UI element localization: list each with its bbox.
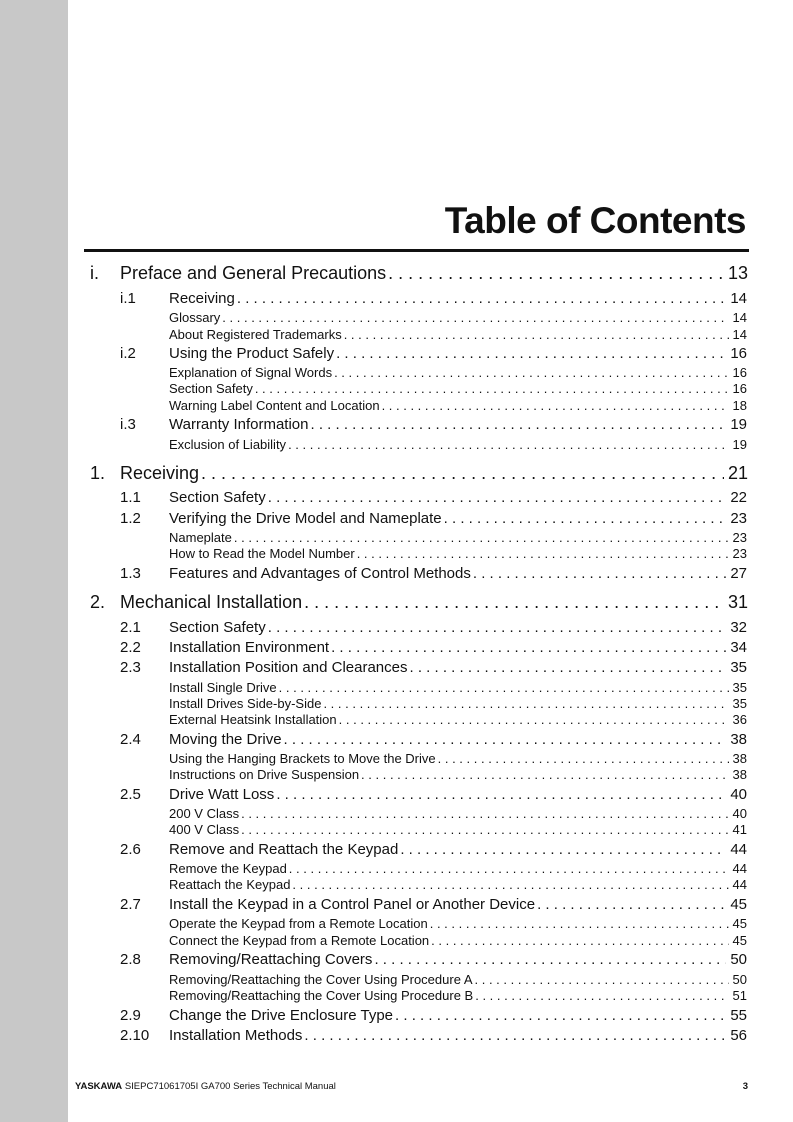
dot-leader xyxy=(284,731,727,748)
toc-entry-level-3[interactable] xyxy=(169,310,747,325)
toc-entry-page: 44 xyxy=(730,841,747,858)
toc-entry-label: Warning Label Content and Location xyxy=(169,398,380,413)
footer-doc-title: SIEPC71061705I GA700 Series Technical Manual xyxy=(124,1081,336,1092)
dot-leader xyxy=(430,916,729,931)
dot-leader xyxy=(234,530,729,545)
dot-leader xyxy=(276,786,726,803)
toc-entry-page: 38 xyxy=(732,767,747,782)
toc-entry-level-3[interactable] xyxy=(169,861,747,876)
toc-entry-page: 44 xyxy=(732,877,747,892)
toc-entry-label: 400 V Class xyxy=(169,822,240,837)
toc-entry-number: 2. xyxy=(90,592,106,612)
dot-leader xyxy=(382,398,729,413)
toc-entry-page: 23 xyxy=(732,546,747,561)
toc-entry-page: 55 xyxy=(730,1007,747,1024)
toc-entry-level-2[interactable] xyxy=(169,619,747,636)
dot-leader xyxy=(292,877,728,892)
toc-entry-level-2[interactable] xyxy=(169,290,747,307)
toc-entry-level-3[interactable] xyxy=(169,712,747,727)
toc-entry-number: 2.6 xyxy=(120,841,141,858)
dot-leader xyxy=(288,437,728,452)
toc-entry-level-2[interactable] xyxy=(169,345,747,362)
toc-entry-label: Section Safety xyxy=(169,489,266,506)
toc-entry-number: 2.2 xyxy=(120,639,141,656)
toc-entry-level-3[interactable] xyxy=(169,365,747,380)
toc-entry-page: 14 xyxy=(730,290,747,307)
toc-entry-label: Install Drives Side-by-Side xyxy=(169,696,322,711)
toc-entry-page: 13 xyxy=(727,263,748,283)
toc-entry-level-2[interactable] xyxy=(169,565,747,582)
toc-entry-page: 23 xyxy=(730,510,747,527)
toc-entry-page: 32 xyxy=(730,619,747,636)
toc-entry-label: Reattach the Keypad xyxy=(169,877,291,892)
dot-leader xyxy=(339,712,729,727)
toc-entry-page: 27 xyxy=(730,565,747,582)
dot-leader xyxy=(311,416,727,433)
toc-entry-label: Drive Watt Loss xyxy=(169,786,275,803)
toc-entry-page: 36 xyxy=(732,712,747,727)
toc-entry-label: Exclusion of Liability xyxy=(169,437,287,452)
toc-entry-page: 16 xyxy=(732,381,747,396)
dot-leader xyxy=(361,767,728,782)
toc-entry-number: i.1 xyxy=(120,290,136,307)
toc-entry-number: 1.3 xyxy=(120,565,141,582)
dot-leader xyxy=(431,933,728,948)
toc-entry-level-2[interactable] xyxy=(169,416,747,433)
dot-leader xyxy=(334,365,728,380)
toc-entry-label: Using the Hanging Brackets to Move the Drive xyxy=(169,751,436,766)
toc-entry-label: Section Safety xyxy=(169,619,266,636)
dot-leader xyxy=(400,841,726,858)
toc-entry-level-2[interactable] xyxy=(169,951,747,968)
toc-entry-label: External Heatsink Installation xyxy=(169,712,337,727)
toc-entry-number: 2.1 xyxy=(120,619,141,636)
toc-entry-page: 14 xyxy=(732,327,747,342)
toc-entry-label: Install the Keypad in a Control Panel or Another Device xyxy=(169,896,536,913)
footer-brand: YASKAWA xyxy=(75,1081,123,1092)
dot-leader xyxy=(357,546,729,561)
toc-entry-label: Instructions on Drive Suspension xyxy=(169,767,360,782)
toc-entry-page: 19 xyxy=(732,437,747,452)
dot-leader xyxy=(289,861,729,876)
toc-entry-label: Install Single Drive xyxy=(169,680,277,695)
dot-leader xyxy=(323,696,728,711)
toc-entry-page: 19 xyxy=(730,416,747,433)
dot-leader xyxy=(388,263,724,284)
toc-entry-page: 41 xyxy=(732,822,747,837)
toc-entry-label: Removing/Reattaching Covers xyxy=(169,951,373,968)
toc-entry-level-3[interactable] xyxy=(169,381,747,396)
toc-entry-page: 45 xyxy=(732,933,747,948)
toc-entry-level-2[interactable] xyxy=(169,786,747,803)
toc-entry-label: Installation Environment xyxy=(169,639,330,656)
toc-entry-number: i. xyxy=(90,263,99,283)
dot-leader xyxy=(475,972,729,987)
dot-leader xyxy=(268,489,727,506)
toc-entry-level-3[interactable] xyxy=(169,972,747,987)
toc-entry-label: Mechanical Installation xyxy=(120,592,303,612)
toc-entry-label: About Registered Trademarks xyxy=(169,327,342,342)
dot-leader xyxy=(444,510,727,527)
toc-entry-level-2[interactable] xyxy=(169,489,747,506)
toc-entry-level-3[interactable] xyxy=(169,680,747,695)
dot-leader xyxy=(222,310,728,325)
toc-entry-page: 44 xyxy=(732,861,747,876)
dot-leader xyxy=(331,639,726,656)
footer-page-number: 3 xyxy=(742,1081,748,1092)
toc-entry-label: Operate the Keypad from a Remote Location xyxy=(169,916,428,931)
dot-leader xyxy=(344,327,729,342)
dot-leader xyxy=(241,806,728,821)
toc-entry-number: 1. xyxy=(90,463,106,483)
toc-entry-level-3[interactable] xyxy=(169,546,747,561)
toc-entry-label: Connect the Keypad from a Remote Location xyxy=(169,933,430,948)
title-rule xyxy=(84,249,749,252)
toc-entry-number: 1.2 xyxy=(120,510,141,527)
toc-entry-page: 40 xyxy=(732,806,747,821)
toc-entry-level-3[interactable] xyxy=(169,767,747,782)
toc-entry-label: Warranty Information xyxy=(169,416,309,433)
toc-entry-label: Glossary xyxy=(169,310,221,325)
toc-entry-level-3[interactable] xyxy=(169,751,747,766)
dot-leader xyxy=(537,896,726,913)
dot-leader xyxy=(241,822,728,837)
toc-entry-number: 2.10 xyxy=(120,1027,150,1044)
toc-entry-level-2[interactable] xyxy=(169,731,747,748)
dot-leader xyxy=(255,381,729,396)
footer-document-info xyxy=(75,1081,336,1092)
toc-entry-level-1[interactable] xyxy=(120,263,748,284)
toc-entry-label: Features and Advantages of Control Methods xyxy=(169,565,471,582)
toc-entry-label: Installation Position and Clearances xyxy=(169,659,408,676)
toc-entry-level-3[interactable] xyxy=(169,437,747,452)
toc-entry-page: 16 xyxy=(730,345,747,362)
toc-entry-page: 51 xyxy=(732,988,747,1003)
toc-entry-level-2[interactable] xyxy=(169,659,747,676)
toc-entry-level-3[interactable] xyxy=(169,822,747,837)
toc-entry-page: 50 xyxy=(730,951,747,968)
toc-entry-label: Remove the Keypad xyxy=(169,861,287,876)
toc-entry-page: 35 xyxy=(732,696,747,711)
toc-entry-label: Receiving xyxy=(120,463,200,483)
toc-entry-level-2[interactable] xyxy=(169,1027,747,1044)
toc-entry-level-3[interactable] xyxy=(169,916,747,931)
toc-entry-page: 35 xyxy=(730,659,747,676)
dot-leader xyxy=(475,988,728,1003)
toc-entry-page: 40 xyxy=(730,786,747,803)
toc-entry-label: How to Read the Model Number xyxy=(169,546,355,561)
toc-entry-number: 2.9 xyxy=(120,1007,141,1024)
toc-entry-level-1[interactable] xyxy=(120,592,748,613)
toc-entry-label: Change the Drive Enclosure Type xyxy=(169,1007,394,1024)
toc-entry-page: 56 xyxy=(730,1027,747,1044)
toc-entry-page: 45 xyxy=(732,916,747,931)
toc-entry-page: 23 xyxy=(732,530,747,545)
toc-entry-number: 2.4 xyxy=(120,731,141,748)
toc-entry-level-2[interactable] xyxy=(169,639,747,656)
dot-leader xyxy=(304,592,724,613)
toc-entry-level-2[interactable] xyxy=(169,1007,747,1024)
toc-entry-number: 2.3 xyxy=(120,659,141,676)
toc-entry-level-3[interactable] xyxy=(169,530,747,545)
toc-entry-number: i.3 xyxy=(120,416,136,433)
toc-entry-label: Removing/Reattaching the Cover Using Procedure B xyxy=(169,988,474,1003)
toc-entry-label: Using the Product Safely xyxy=(169,345,335,362)
toc-entry-label: 200 V Class xyxy=(169,806,240,821)
dot-leader xyxy=(279,680,729,695)
toc-entry-label: Installation Methods xyxy=(169,1027,303,1044)
toc-entry-page: 14 xyxy=(732,310,747,325)
dot-leader xyxy=(237,290,726,307)
toc-entry-level-3[interactable] xyxy=(169,988,747,1003)
toc-entry-page: 45 xyxy=(730,896,747,913)
toc-entry-number: 2.5 xyxy=(120,786,141,803)
toc-entry-page: 22 xyxy=(730,489,747,506)
toc-entry-number: 1.1 xyxy=(120,489,141,506)
dot-leader xyxy=(374,951,726,968)
toc-entry-label: Preface and General Precautions xyxy=(120,263,387,283)
page-margin-bar xyxy=(0,0,68,1122)
toc-entry-level-3[interactable] xyxy=(169,327,747,342)
toc-entry-label: Remove and Reattach the Keypad xyxy=(169,841,399,858)
toc-entry-label: Nameplate xyxy=(169,530,232,545)
dot-leader xyxy=(395,1007,726,1024)
toc-entry-level-3[interactable] xyxy=(169,806,747,821)
page-footer xyxy=(75,1081,748,1092)
toc-entry-number: i.2 xyxy=(120,345,136,362)
toc-entry-page: 18 xyxy=(732,398,747,413)
toc-entry-page: 38 xyxy=(730,731,747,748)
toc-entry-level-3[interactable] xyxy=(169,398,747,413)
toc-entry-level-2[interactable] xyxy=(169,841,747,858)
toc-entry-level-2[interactable] xyxy=(169,896,747,913)
dot-leader xyxy=(336,345,726,362)
toc-entry-label: Explanation of Signal Words xyxy=(169,365,333,380)
toc-entry-page: 38 xyxy=(732,751,747,766)
toc-entry-level-3[interactable] xyxy=(169,877,747,892)
toc-entry-page: 50 xyxy=(732,972,747,987)
toc-entry-level-3[interactable] xyxy=(169,933,747,948)
toc-entry-number: 2.7 xyxy=(120,896,141,913)
toc-entry-label: Removing/Reattaching the Cover Using Procedure A xyxy=(169,972,473,987)
toc-entry-page: 21 xyxy=(727,463,748,483)
toc-entry-page: 35 xyxy=(732,680,747,695)
toc-entry-number: 2.8 xyxy=(120,951,141,968)
toc-entry-label: Verifying the Drive Model and Nameplate xyxy=(169,510,442,527)
toc-entry-label: Moving the Drive xyxy=(169,731,282,748)
dot-leader xyxy=(268,619,727,636)
toc-entry-label: Receiving xyxy=(169,290,235,307)
toc-entry-page: 34 xyxy=(730,639,747,656)
dot-leader xyxy=(409,659,726,676)
toc-entry-level-3[interactable] xyxy=(169,696,747,711)
dot-leader xyxy=(201,463,724,484)
toc-entry-page: 31 xyxy=(727,592,748,612)
dot-leader xyxy=(304,1027,726,1044)
page-title: Table of Contents xyxy=(444,200,746,241)
dot-leader xyxy=(438,751,729,766)
toc-entry-page: 16 xyxy=(732,365,747,380)
toc-entry-label: Section Safety xyxy=(169,381,253,396)
toc-entry-level-2[interactable] xyxy=(169,510,747,527)
dot-leader xyxy=(473,565,726,582)
toc-entry-level-1[interactable] xyxy=(120,463,748,484)
